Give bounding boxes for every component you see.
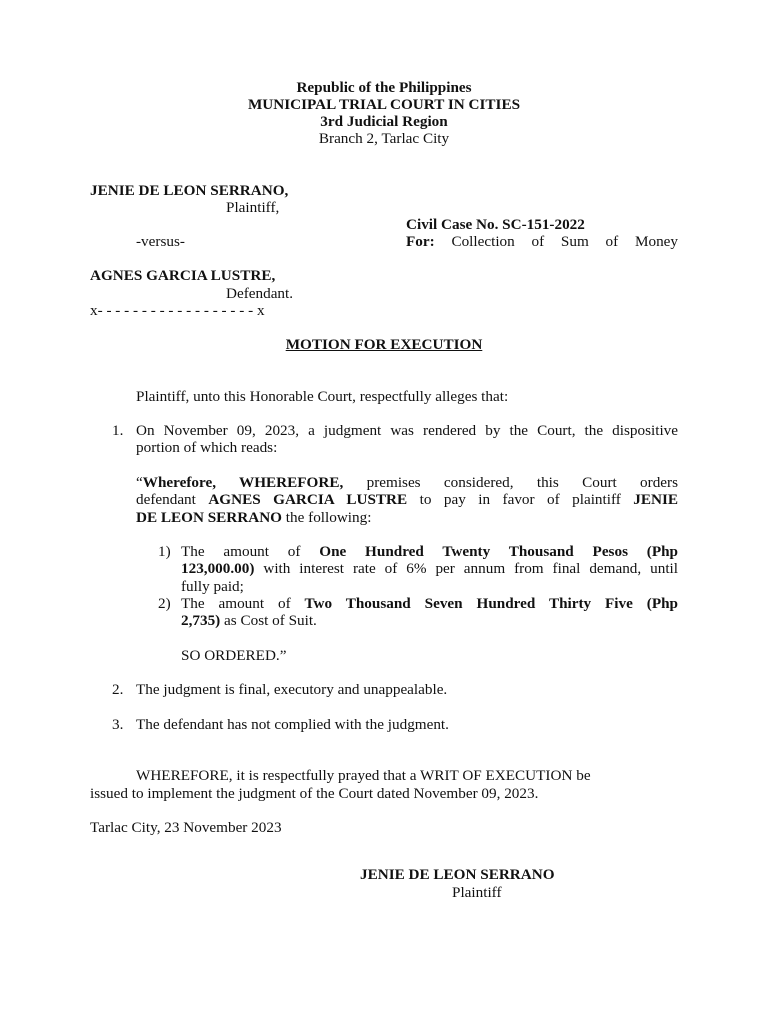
item-1-line-1: On November 09, 2023, a judgment was rendered by the Court, the dispositive (136, 422, 678, 439)
sub-2-amount-label: The amount of (181, 595, 291, 612)
for-label: For: (406, 233, 435, 250)
quote-wherefore: Wherefore, WHEREFORE, (142, 474, 344, 491)
item-1-number: 1. (112, 422, 124, 439)
date-line: Tarlac City, 23 November 2023 (90, 819, 282, 836)
case-number: Civil Case No. SC-151-2022 (406, 216, 585, 233)
item-2-number: 2. (112, 681, 124, 698)
sub-1-interest-text: with interest rate of 6% per annum from final demand, until (263, 560, 678, 577)
sub-2-amount-figure: 2,735) (181, 612, 221, 629)
for-value: Collection of Sum of Money (451, 233, 678, 250)
item-2-text: The judgment is final, executory and unappealable. (136, 681, 448, 698)
sub-1-line-1 (181, 543, 678, 561)
quote-plaintiff-rest: DE LEON SERRANO (136, 509, 282, 526)
document-title: MOTION FOR EXECUTION (285, 336, 483, 353)
quote-plaintiff-first: JENIE (633, 491, 679, 508)
so-ordered: SO ORDERED.” (181, 647, 287, 664)
intro-paragraph: Plaintiff, unto this Honorable Court, respectfully alleges that: (136, 388, 509, 405)
sub-1-line-3: fully paid; (181, 578, 244, 595)
quote-line-1 (136, 474, 678, 492)
defendant-role: Defendant. (226, 285, 294, 302)
quote-line-3 (136, 509, 371, 527)
quote-line-2 (136, 491, 678, 509)
header-republic: Republic of the Philippines (296, 79, 472, 96)
sub-1-amount-figure: 123,000.00) (181, 560, 255, 577)
quote-open-mark: “ (136, 474, 143, 491)
sub-1-line-2 (181, 560, 678, 578)
prayer-line-1: WHEREFORE, it is respectfully prayed that a WRIT OF EXECUTION be (136, 767, 591, 784)
quote-defendant-name: AGNES GARCIA LUSTRE (208, 491, 408, 508)
plaintiff-name: JENIE DE LEON SERRANO, (90, 182, 289, 199)
item-3-text: The defendant has not complied with the judgment. (136, 716, 449, 733)
sub-2-amount-words: Two Thousand Seven Hundred Thirty Five (Php (304, 595, 678, 612)
signatory-role: Plaintiff (452, 884, 502, 901)
quote-defendant-word: defendant (136, 491, 196, 508)
header-branch: Branch 2, Tarlac City (318, 130, 450, 147)
sub-2-cost-text: as Cost of Suit. (224, 612, 317, 629)
item-3-number: 3. (112, 716, 124, 733)
quote-following: the following: (285, 509, 372, 526)
prayer-line-2: issued to implement the judgment of the Court dated November 09, 2023. (90, 785, 539, 802)
quote-line-1-rest: premises considered, this Court orders (366, 474, 679, 491)
header-region: 3rd Judicial Region (320, 113, 448, 130)
sub-2-line-1 (181, 595, 678, 613)
defendant-name: AGNES GARCIA LUSTRE, (90, 267, 276, 284)
signatory-name: JENIE DE LEON SERRANO (360, 866, 555, 883)
header-court: MUNICIPAL TRIAL COURT IN CITIES (247, 96, 521, 113)
sub-2-line-2 (181, 612, 317, 630)
caption-divider: x- - - - - - - - - - - - - - - - - - x (90, 302, 265, 319)
sub-1-amount-words: One Hundred Twenty Thousand Pesos (Php (319, 543, 679, 560)
item-1-line-2: portion of which reads: (136, 439, 278, 456)
case-subject (406, 233, 678, 251)
versus-label: -versus- (136, 233, 185, 250)
plaintiff-role: Plaintiff, (226, 199, 280, 216)
quote-favor-text: to pay in favor of plaintiff (419, 491, 621, 508)
sub-1-number: 1) (158, 543, 171, 560)
sub-2-number: 2) (158, 595, 171, 612)
sub-1-amount-label: The amount of (181, 543, 301, 560)
